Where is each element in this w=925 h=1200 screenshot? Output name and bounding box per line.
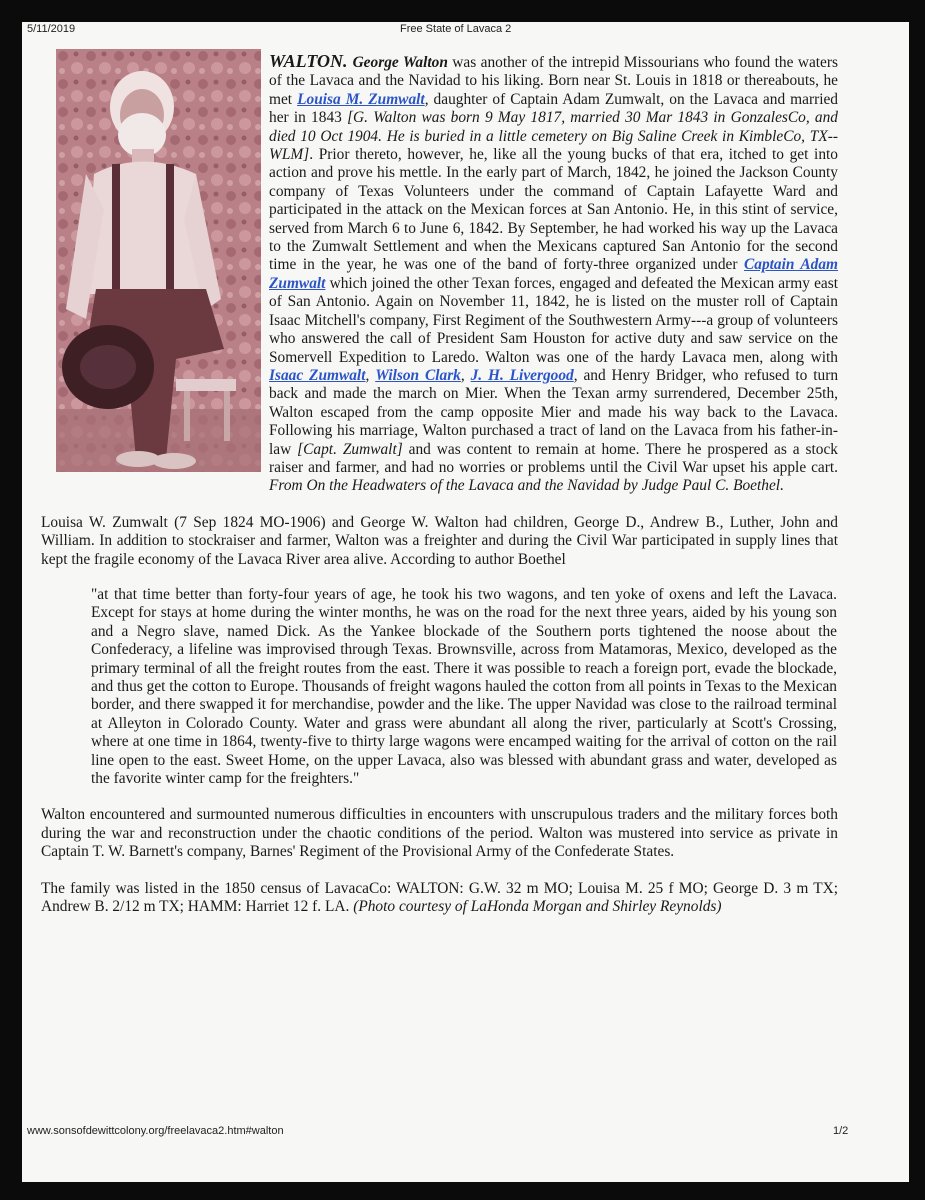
link-captain-adam-zumwalt[interactable]: Captain Adam Zumwalt bbox=[269, 256, 838, 292]
editor-note: [Capt. Zumwalt] bbox=[297, 440, 403, 458]
text-run: was another of the intrepid Missourians who found the waters of the Lavaca and the Navidad to his liking. Born near St. Louis in 1818 or thereabouts, he met bbox=[269, 54, 839, 108]
text-run: which joined the other Texan forces, engaged and defeated the Mexican army east of San Antonio. Again on November 11, 1842, he is listed on the muster roll of Captain Isaac Mitchell's company, First Regiment of the Southwestern Army---a group of volunteers who answered the call of President Sam Houston for active duty and saw service on the Somervell Expedition to Laredo. Walton was one of the hardy Lavaca men, along with bbox=[269, 274, 838, 366]
source-citation: From On the Headwaters of the Lavaca and the Navidad by Judge Paul C. Boethel. bbox=[269, 477, 784, 495]
paragraph-family: Louisa W. Zumwalt (7 Sep 1824 MO-1906) and George W. Walton had children, George D., Andrew B., Luther, John and William. In addition to stockraiser and farmer, Walton was a freighter and during the Civil War participated in supply lines that kept the fragile economy of the Lavaca River area alive. According to author Boethel bbox=[41, 513, 838, 568]
text-run: , daughter of Captain Adam Zumwalt, on the Lavaca and married her in 1843 bbox=[269, 90, 838, 127]
census-text: The family was listed in the 1850 census of LavacaCo: WALTON: G.W. 32 m MO; Louisa M. 25 f MO; George D. 3 m TX; Andrew B. 2/12 m TX; HAMM: Harriet 12 f. LA. bbox=[41, 879, 838, 916]
editor-note: [G. Walton was born 9 May 1817, married 30 Mar 1843 in GonzalesCo, and died 10 Oct 1904. He is buried in a little cemetery on Big Saline Creek in KimbleCo, TX--WLM] bbox=[269, 109, 838, 164]
text-run: . Prior thereto, however, he, like all the young bucks of that era, itched to get into action and prove his mettle. In the early part of March, 1842, he joined the Jackson County company of Texas Volunteers under the command of Captain Lafayette Ward and participated in the attack on the Mexican forces at San Antonio. He, in this stint of service, served from March 6 to June 6, 1842. By September, he had worked his way up the Lavaca to the Zumwalt Settlement and when the Mexicans captured San Antonio for the second time in the year, he was one of the band of forty-three organized under bbox=[269, 146, 838, 274]
print-date: 5/11/2019 bbox=[27, 23, 76, 35]
page-header-title: Free State of Lavaca 2 bbox=[400, 23, 512, 35]
photo-spacer bbox=[41, 52, 269, 490]
link-jh-livergood[interactable]: J. H. Livergood bbox=[470, 366, 574, 384]
article-body bbox=[41, 52, 838, 916]
text-run: and was content to remain at home. There he prospered as a stock raiser and farmer, and had no worries or problems until the Civil War upset his apple cart. bbox=[269, 440, 839, 476]
link-louisa-zumwalt[interactable]: Louisa M. Zumwalt bbox=[297, 90, 425, 108]
comma: , bbox=[365, 366, 376, 384]
photo-credit: (Photo courtesy of LaHonda Morgan and Shirley Reynolds) bbox=[353, 898, 722, 916]
page-number: 1/2 bbox=[833, 1125, 849, 1137]
link-wilson-clark[interactable]: Wilson Clark bbox=[375, 366, 461, 384]
link-isaac-zumwalt[interactable]: Isaac Zumwalt bbox=[269, 366, 366, 384]
paragraph-confederate-service: Walton encountered and surmounted numerous difficulties in encounters with unscrupulous traders and the military forces both during the war and reconstruction under the chaotic conditions of the period. Walton was mustered into service as private in Captain T. W. Barnett's company, Barnes' Regiment of the Provisional Army of the Confederate States. bbox=[41, 806, 838, 861]
block-quote: "at that time better than forty-four years of age, he took his two wagons, and ten yoke of oxens and left the Lavaca. Except for stays at home during the winter months, he was on the road for the next three years, aided by his young son and a Negro slave, named Dick. As the Yankee blockade of the Southern ports tightened the noose about the Confederacy, a lifeline was improvised through Texas. Brownsville, across from Matamoras, Mexico, developed as the primary terminal of all the freight routes from the east. There it was possible to reach a foreign port, evade the blockade, and thus get the cotton to Europe. Thousands of freight wagons hauled the cotton from all points in Texas to the Mexican border, and there swapped it for merchandise, powder and the like. The upper Navidad was close to the railroad terminal at Alleyton in Colorado County. Water and grass were abundant all along the river, particularly at Scott's Crossing, where at one time in 1864, twenty-five to thirty large wagons were encamped waiting for the arrival of cotton on the rail line open to the east. Sweet Home, on the upper Lavaca, also was blessed with abundant grass and water, developed as the favorite winter camp for the freighters." bbox=[91, 585, 837, 788]
surname-heading: WALTON bbox=[269, 51, 344, 71]
subject-name: George Walton bbox=[352, 54, 448, 71]
text-run: , and Henry Bridger, who refused to turn back and made the march on Mier. When the Texan army surrendered, December 25th, Walton escaped from the camp opposite Mier and made his way back to the Lavaca. Following his marriage, Walton purchased a tract of land on the Lavaca from his father-in-law bbox=[269, 366, 839, 458]
source-url: www.sonsofdewittcolony.org/freelavaca2.htm#walton bbox=[27, 1125, 284, 1137]
paragraph-census bbox=[41, 880, 838, 917]
heading-separator: . bbox=[343, 51, 353, 71]
comma: , bbox=[460, 366, 471, 384]
